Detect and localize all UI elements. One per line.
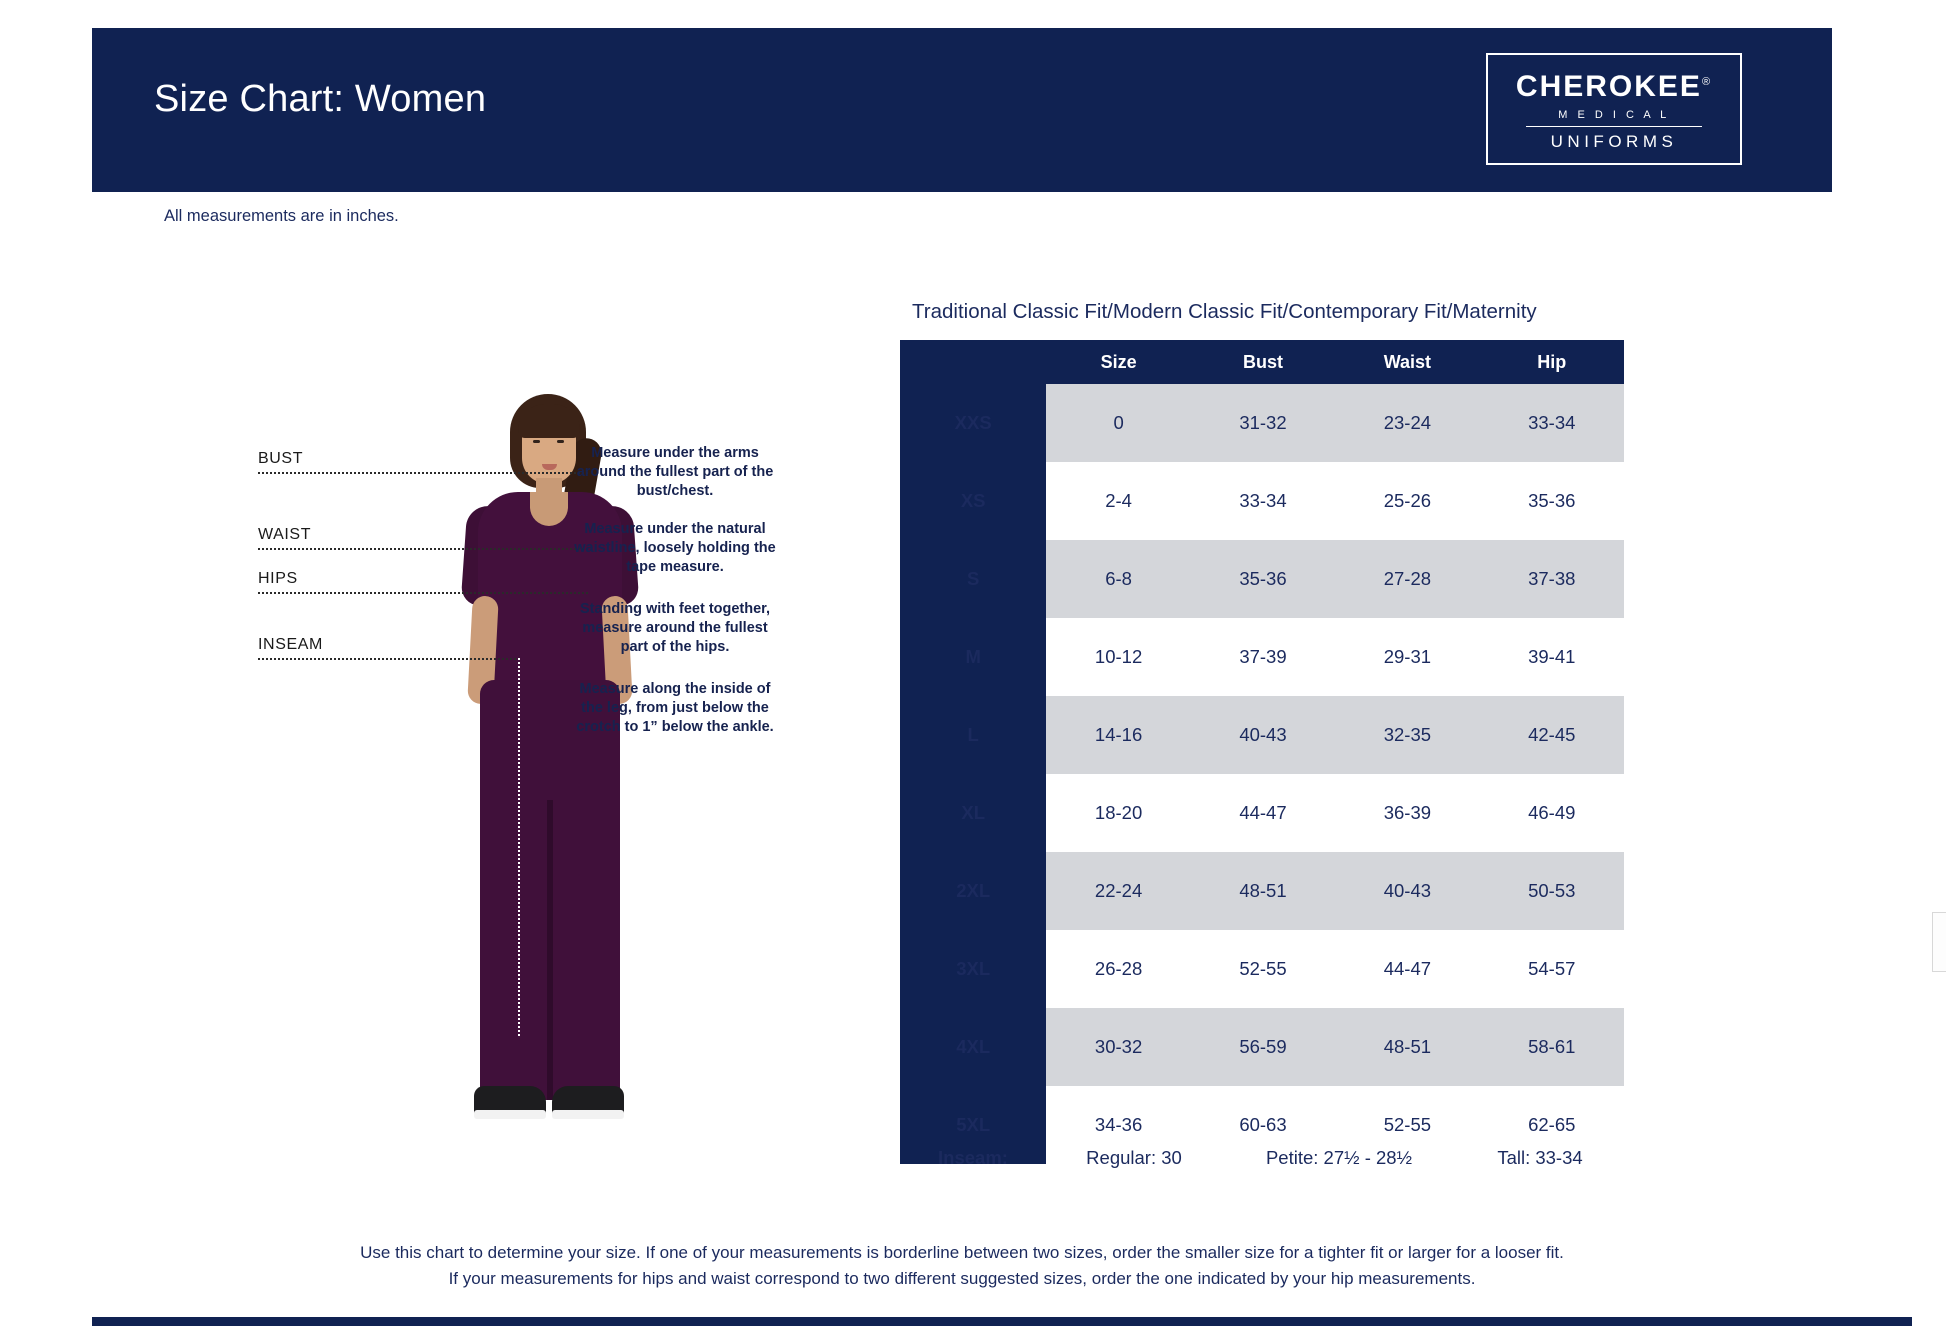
cell-waist-m: 29-31 — [1335, 618, 1479, 696]
eye-right — [557, 440, 564, 443]
header-band — [92, 28, 1832, 192]
label-hips: HIPS — [258, 570, 298, 587]
column-header-blank — [900, 340, 1046, 384]
cell-size-xs: 2-4 — [1046, 462, 1190, 540]
eye-left — [533, 440, 540, 443]
cell-hip-xxs: 33-34 — [1480, 384, 1624, 462]
table-row — [900, 1008, 1624, 1086]
cell-hip-4xl: 58-61 — [1480, 1008, 1624, 1086]
cell-size-m: 10-12 — [1046, 618, 1190, 696]
cell-waist-xl: 36-39 — [1335, 774, 1479, 852]
sole-right — [552, 1110, 624, 1119]
cell-waist-s: 27-28 — [1335, 540, 1479, 618]
cell-bust-m: 37-39 — [1191, 618, 1335, 696]
size-chart-table — [900, 340, 1624, 1164]
inseam-guide-line — [258, 658, 520, 660]
table-caption: Traditional Classic Fit/Modern Classic Fit/Contemporary Fit/Maternity — [912, 300, 1537, 323]
measurement-units-note: All measurements are in inches. — [164, 207, 399, 225]
table-row — [900, 462, 1624, 540]
hips-guide-line — [258, 592, 588, 594]
cell-bust-s: 35-36 — [1191, 540, 1335, 618]
brand-name-text: CHEROKEE — [1515, 70, 1702, 103]
cell-waist-2xl: 40-43 — [1335, 852, 1479, 930]
footer-band — [92, 1317, 1912, 1326]
row-label-4xl: 4XL — [900, 1008, 1046, 1086]
cell-bust-4xl: 56-59 — [1191, 1008, 1335, 1086]
table-row — [900, 384, 1624, 462]
cell-hip-s: 37-38 — [1480, 540, 1624, 618]
row-label-xl: XL — [900, 774, 1046, 852]
description-bust: Measure under the arms around the fullest part of the bust/chest. — [576, 445, 774, 500]
cell-waist-xs: 25-26 — [1335, 462, 1479, 540]
leg-separation — [547, 800, 553, 1100]
cell-bust-xs: 33-34 — [1191, 462, 1335, 540]
cell-waist-3xl: 44-47 — [1335, 930, 1479, 1008]
measurement-diagram — [258, 380, 920, 1210]
cell-waist-xxs: 23-24 — [1335, 384, 1479, 462]
column-header-hip: Hip — [1480, 340, 1624, 384]
inseam-vertical-line — [518, 658, 520, 1036]
row-label-s: S — [900, 540, 1046, 618]
table-row — [900, 930, 1624, 1008]
cell-size-xl: 18-20 — [1046, 774, 1190, 852]
cell-size-4xl: 30-32 — [1046, 1008, 1190, 1086]
row-label-2xl: 2XL — [900, 852, 1046, 930]
inseam-label: Inseam: — [938, 1147, 1008, 1168]
cell-bust-5xl: 60-63 — [1191, 1086, 1335, 1164]
bust-guide-line — [258, 472, 588, 474]
inseam-petite: Petite: 27½ - 28½ — [1265, 1147, 1413, 1168]
cell-bust-2xl: 48-51 — [1191, 852, 1335, 930]
cell-hip-m: 39-41 — [1480, 618, 1624, 696]
footer-instructions — [92, 1240, 1832, 1293]
cell-size-s: 6-8 — [1046, 540, 1190, 618]
logo-divider — [1526, 126, 1702, 127]
label-bust: BUST — [258, 450, 304, 467]
cell-bust-xxs: 31-32 — [1191, 384, 1335, 462]
table-row — [900, 774, 1624, 852]
cell-bust-3xl: 52-55 — [1191, 930, 1335, 1008]
label-waist: WAIST — [258, 526, 312, 543]
label-inseam: INSEAM — [258, 636, 323, 653]
brand-name — [1516, 70, 1712, 104]
table-row — [900, 852, 1624, 930]
cell-hip-xs: 35-36 — [1480, 462, 1624, 540]
inseam-regular: Regular: 30 — [1086, 1147, 1182, 1168]
footer-line-1: Use this chart to determine your size. If one of your measurements is borderline between two sizes, order the smaller size for a tighter fit or larger for a looser fit. — [360, 1243, 1564, 1262]
inseam-summary-row — [900, 1147, 1624, 1169]
table-header-row — [900, 340, 1624, 384]
cell-waist-4xl: 48-51 — [1335, 1008, 1479, 1086]
brand-logo — [1486, 53, 1742, 165]
row-label-l: L — [900, 696, 1046, 774]
cell-bust-xl: 44-47 — [1191, 774, 1335, 852]
description-hips: Standing with feet together, measure around the fullest part of the hips. — [579, 601, 771, 656]
cell-hip-l: 42-45 — [1480, 696, 1624, 774]
column-header-waist: Waist — [1335, 340, 1479, 384]
row-label-5xl: 5XL — [900, 1086, 1046, 1164]
waist-guide-line — [258, 548, 588, 550]
cell-size-xxs: 0 — [1046, 384, 1190, 462]
scrollbar-thumb[interactable] — [1932, 912, 1946, 972]
cell-size-l: 14-16 — [1046, 696, 1190, 774]
cell-bust-l: 40-43 — [1191, 696, 1335, 774]
cell-hip-3xl: 54-57 — [1480, 930, 1624, 1008]
table-row — [900, 540, 1624, 618]
row-label-3xl: 3XL — [900, 930, 1046, 1008]
registered-mark: ® — [1701, 76, 1713, 88]
cell-size-3xl: 26-28 — [1046, 930, 1190, 1008]
table-row — [900, 618, 1624, 696]
column-header-size: Size — [1046, 340, 1190, 384]
row-label-xxs: XXS — [900, 384, 1046, 462]
cell-waist-l: 32-35 — [1335, 696, 1479, 774]
sole-left — [474, 1110, 546, 1119]
model-illustration — [412, 380, 682, 1210]
page-title: Size Chart: Women — [154, 78, 487, 120]
cell-hip-5xl: 62-65 — [1480, 1086, 1624, 1164]
table-row — [900, 696, 1624, 774]
row-label-xs: XS — [900, 462, 1046, 540]
column-header-bust: Bust — [1191, 340, 1335, 384]
inseam-tall: Tall: 33-34 — [1497, 1147, 1583, 1168]
description-waist: Measure under the natural waistline, loosely holding the tape measure. — [574, 521, 776, 576]
cell-size-2xl: 22-24 — [1046, 852, 1190, 930]
footer-line-2: If your measurements for hips and waist correspond to two different suggested sizes, order the one indicated by your hip measurements. — [448, 1269, 1476, 1289]
cell-hip-xl: 46-49 — [1480, 774, 1624, 852]
brand-subtitle-uniforms: UNIFORMS — [1550, 132, 1678, 151]
cell-size-5xl: 34-36 — [1046, 1086, 1190, 1164]
cell-hip-2xl: 50-53 — [1480, 852, 1624, 930]
row-label-m: M — [900, 618, 1046, 696]
brand-subtitle-medical: M E D I C A L — [1558, 109, 1670, 121]
description-inseam: Measure along the inside of the leg, from just below the crotch to 1” below the ankle. — [576, 681, 774, 736]
cell-waist-5xl: 52-55 — [1335, 1086, 1479, 1164]
